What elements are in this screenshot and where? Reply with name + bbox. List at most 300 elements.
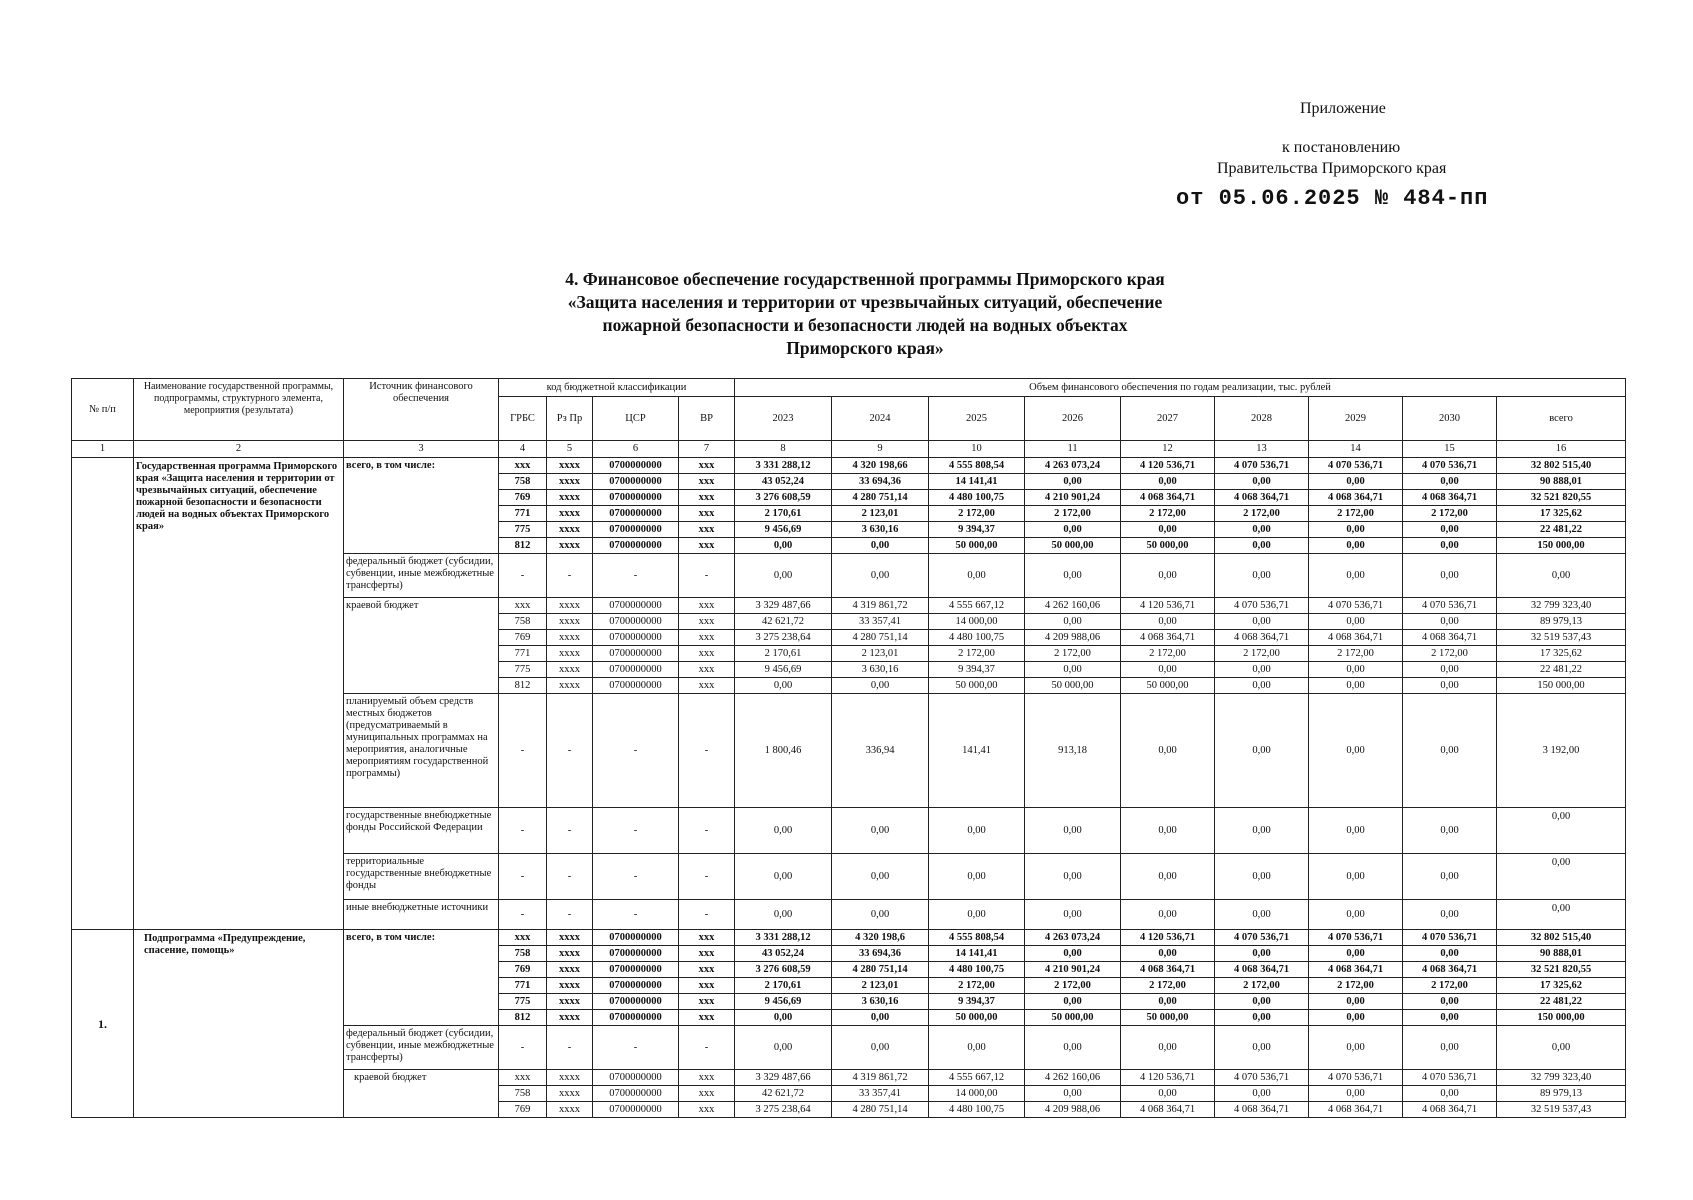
budget-code-cell: xxx xyxy=(679,490,735,506)
budget-code-cell: 758 xyxy=(499,614,547,630)
amount-cell: 4 209 988,06 xyxy=(1025,630,1121,646)
amount-cell: 14 000,00 xyxy=(929,1086,1025,1102)
amount-cell: 4 070 536,71 xyxy=(1215,458,1309,474)
header-year: 2026 xyxy=(1025,397,1121,441)
table-body xyxy=(72,458,1626,1118)
amount-cell: 0,00 xyxy=(1025,614,1121,630)
amount-cell: 4 068 364,71 xyxy=(1309,962,1403,978)
budget-code-cell: - xyxy=(547,554,593,598)
budget-code-cell: 769 xyxy=(499,1102,547,1118)
amount-cell: 2 172,00 xyxy=(1215,506,1309,522)
total-cell: 150 000,00 xyxy=(1497,678,1626,694)
budget-code-cell: - xyxy=(593,808,679,854)
amount-cell: 4 068 364,71 xyxy=(1309,1102,1403,1118)
amount-cell: 0,00 xyxy=(832,554,929,598)
total-cell: 22 481,22 xyxy=(1497,662,1626,678)
amount-cell: 14 000,00 xyxy=(929,614,1025,630)
amount-cell: 2 172,00 xyxy=(1025,506,1121,522)
amount-cell: 0,00 xyxy=(1309,808,1403,854)
amount-cell: 2 172,00 xyxy=(1403,978,1497,994)
header-grbs: ГРБС xyxy=(499,397,547,441)
amount-cell: 0,00 xyxy=(1025,522,1121,538)
amount-cell: 0,00 xyxy=(1025,900,1121,930)
amount-cell: 50 000,00 xyxy=(1121,1010,1215,1026)
amount-cell: 4 319 861,72 xyxy=(832,1070,929,1086)
budget-code-cell: 771 xyxy=(499,506,547,522)
amount-cell: 3 329 487,66 xyxy=(735,1070,832,1086)
amount-cell: 0,00 xyxy=(1121,554,1215,598)
amount-cell: 2 172,00 xyxy=(1121,506,1215,522)
amount-cell: 4 070 536,71 xyxy=(1403,598,1497,614)
amount-cell: 2 172,00 xyxy=(929,506,1025,522)
budget-code-cell: 758 xyxy=(499,474,547,490)
budget-code-cell: - xyxy=(679,694,735,808)
budget-code-cell: - xyxy=(679,1026,735,1070)
budget-code-cell: - xyxy=(593,900,679,930)
budget-code-cell: xxx xyxy=(679,1102,735,1118)
amount-cell: 0,00 xyxy=(1215,994,1309,1010)
appendix-label: Приложение xyxy=(1300,100,1386,117)
amount-cell: 141,41 xyxy=(929,694,1025,808)
program-name: Государственная программа Приморского края «Защита населения и территории от чрезвычайных ситуаций, обеспечение пожарной безопасности и безопасности людей на водных объектах Приморского края» xyxy=(134,458,344,930)
column-number: 12 xyxy=(1121,441,1215,458)
funding-source: федеральный бюджет (субсидии, субвенции, иные межбюджетные трансферты) xyxy=(344,554,499,598)
amount-cell: 0,00 xyxy=(832,854,929,900)
budget-code-cell: - xyxy=(547,1026,593,1070)
amount-cell: 0,00 xyxy=(1025,808,1121,854)
amount-cell: 4 209 988,06 xyxy=(1025,1102,1121,1118)
column-number: 7 xyxy=(679,441,735,458)
header-num: № п/п xyxy=(72,379,134,441)
amount-cell: 9 456,69 xyxy=(735,522,832,538)
amount-cell: 43 052,24 xyxy=(735,474,832,490)
column-number: 2 xyxy=(134,441,344,458)
budget-code-cell: xxx xyxy=(499,598,547,614)
column-number: 6 xyxy=(593,441,679,458)
amount-cell: 0,00 xyxy=(1121,1086,1215,1102)
amount-cell: 0,00 xyxy=(1215,854,1309,900)
column-number: 3 xyxy=(344,441,499,458)
amount-cell: 0,00 xyxy=(1403,554,1497,598)
amount-cell: 4 555 667,12 xyxy=(929,598,1025,614)
amount-cell: 0,00 xyxy=(1215,1010,1309,1026)
amount-cell: 3 275 238,64 xyxy=(735,1102,832,1118)
amount-cell: 50 000,00 xyxy=(1121,538,1215,554)
budget-code-cell: - xyxy=(499,554,547,598)
budget-code-cell: 0700000000 xyxy=(593,506,679,522)
budget-code-cell: - xyxy=(593,694,679,808)
budget-code-cell: xxxx xyxy=(547,962,593,978)
amount-cell: 4 070 536,71 xyxy=(1215,930,1309,946)
amount-cell: 0,00 xyxy=(1121,522,1215,538)
total-cell: 150 000,00 xyxy=(1497,1010,1626,1026)
amount-cell: 0,00 xyxy=(1309,614,1403,630)
amount-cell: 2 123,01 xyxy=(832,506,929,522)
amount-cell: 4 263 073,24 xyxy=(1025,930,1121,946)
amount-cell: 2 172,00 xyxy=(1025,978,1121,994)
budget-code-cell: xxxx xyxy=(547,506,593,522)
budget-code-cell: - xyxy=(679,554,735,598)
row-number: 1. xyxy=(72,930,134,1118)
budget-code-cell: 0700000000 xyxy=(593,646,679,662)
amount-cell: 0,00 xyxy=(1025,662,1121,678)
budget-code-cell: 0700000000 xyxy=(593,490,679,506)
total-cell: 32 519 537,43 xyxy=(1497,1102,1626,1118)
column-number: 10 xyxy=(929,441,1025,458)
amount-cell: 2 172,00 xyxy=(1025,646,1121,662)
amount-cell: 2 172,00 xyxy=(1309,978,1403,994)
amount-cell: 4 120 536,71 xyxy=(1121,458,1215,474)
amount-cell: 4 068 364,71 xyxy=(1215,630,1309,646)
budget-code-cell: xxx xyxy=(499,458,547,474)
budget-code-cell: 0700000000 xyxy=(593,474,679,490)
government-label: Правительства Приморского края xyxy=(1217,160,1447,177)
amount-cell: 0,00 xyxy=(1403,614,1497,630)
total-cell: 90 888,01 xyxy=(1497,946,1626,962)
header-name: Наименование государственной программы, подпрограммы, структурного элемента, мероприятия (результата) xyxy=(134,379,344,441)
amount-cell: 4 555 808,54 xyxy=(929,930,1025,946)
amount-cell: 4 262 160,06 xyxy=(1025,1070,1121,1086)
budget-code-cell: 771 xyxy=(499,646,547,662)
amount-cell: 4 280 751,14 xyxy=(832,630,929,646)
amount-cell: 913,18 xyxy=(1025,694,1121,808)
table-row xyxy=(72,458,1626,474)
amount-cell: 0,00 xyxy=(929,554,1025,598)
amount-cell: 4 480 100,75 xyxy=(929,630,1025,646)
amount-cell: 4 068 364,71 xyxy=(1215,962,1309,978)
budget-code-cell: - xyxy=(679,854,735,900)
budget-code-cell: 775 xyxy=(499,522,547,538)
budget-code-cell: xxx xyxy=(679,1070,735,1086)
funding-source: иные внебюджетные источники xyxy=(344,900,499,930)
budget-code-cell: 771 xyxy=(499,978,547,994)
budget-code-cell: xxx xyxy=(679,598,735,614)
budget-code-cell: 812 xyxy=(499,678,547,694)
amount-cell: 4 068 364,71 xyxy=(1215,1102,1309,1118)
budget-code-cell: 769 xyxy=(499,630,547,646)
total-cell: 32 521 820,55 xyxy=(1497,962,1626,978)
amount-cell: 0,00 xyxy=(735,808,832,854)
amount-cell: 3 276 608,59 xyxy=(735,962,832,978)
budget-code-cell: 0700000000 xyxy=(593,614,679,630)
title-line-1: 4. Финансовое обеспечение государственной программы Приморского края xyxy=(565,269,1165,289)
amount-cell: 3 630,16 xyxy=(832,994,929,1010)
document-title xyxy=(440,268,1290,360)
header-year: 2029 xyxy=(1309,397,1403,441)
amount-cell: 50 000,00 xyxy=(1025,678,1121,694)
amount-cell: 2 172,00 xyxy=(1309,646,1403,662)
amount-cell: 4 070 536,71 xyxy=(1403,458,1497,474)
budget-code-cell: xxx xyxy=(679,930,735,946)
amount-cell: 0,00 xyxy=(1025,1026,1121,1070)
amount-cell: 0,00 xyxy=(1025,474,1121,490)
total-cell: 0,00 xyxy=(1497,900,1626,930)
funding-source: краевой бюджет xyxy=(344,1070,499,1118)
amount-cell: 42 621,72 xyxy=(735,1086,832,1102)
amount-cell: 50 000,00 xyxy=(1121,678,1215,694)
budget-code-cell: 0700000000 xyxy=(593,1070,679,1086)
amount-cell: 4 068 364,71 xyxy=(1309,490,1403,506)
funding-source: территориальные государственные внебюджетные фонды xyxy=(344,854,499,900)
amount-cell: 4 070 536,71 xyxy=(1215,1070,1309,1086)
amount-cell: 0,00 xyxy=(832,808,929,854)
amount-cell: 0,00 xyxy=(1403,808,1497,854)
budget-code-cell: xxx xyxy=(679,614,735,630)
amount-cell: 4 320 198,66 xyxy=(832,458,929,474)
amount-cell: 0,00 xyxy=(1309,1026,1403,1070)
amount-cell: 0,00 xyxy=(1215,900,1309,930)
amount-cell: 3 630,16 xyxy=(832,662,929,678)
amount-cell: 4 068 364,71 xyxy=(1403,490,1497,506)
budget-code-cell: xxxx xyxy=(547,630,593,646)
amount-cell: 9 456,69 xyxy=(735,994,832,1010)
total-cell: 3 192,00 xyxy=(1497,694,1626,808)
budget-code-cell: 0700000000 xyxy=(593,662,679,678)
budget-code-cell: 0700000000 xyxy=(593,1010,679,1026)
amount-cell: 0,00 xyxy=(929,900,1025,930)
amount-cell: 0,00 xyxy=(1121,994,1215,1010)
amount-cell: 4 120 536,71 xyxy=(1121,598,1215,614)
budget-code-cell: - xyxy=(547,854,593,900)
amount-cell: 0,00 xyxy=(1215,662,1309,678)
amount-cell: 0,00 xyxy=(1309,994,1403,1010)
amount-cell: 4 262 160,06 xyxy=(1025,598,1121,614)
header-source: Источник финансового обеспечения xyxy=(344,379,499,441)
column-number: 14 xyxy=(1309,441,1403,458)
resolution-number: от 05.06.2025 № 484-пп xyxy=(1176,186,1489,211)
amount-cell: 4 480 100,75 xyxy=(929,490,1025,506)
title-line-4: Приморского края» xyxy=(786,338,944,358)
total-cell: 90 888,01 xyxy=(1497,474,1626,490)
amount-cell: 2 123,01 xyxy=(832,646,929,662)
amount-cell: 4 280 751,14 xyxy=(832,490,929,506)
amount-cell: 3 329 487,66 xyxy=(735,598,832,614)
amount-cell: 0,00 xyxy=(735,554,832,598)
total-cell: 0,00 xyxy=(1497,808,1626,854)
header-year: 2023 xyxy=(735,397,832,441)
amount-cell: 0,00 xyxy=(1309,538,1403,554)
budget-code-cell: xxx xyxy=(679,630,735,646)
budget-code-cell: xxxx xyxy=(547,598,593,614)
amount-cell: 0,00 xyxy=(1121,1026,1215,1070)
amount-cell: 4 068 364,71 xyxy=(1309,630,1403,646)
amount-cell: 4 210 901,24 xyxy=(1025,962,1121,978)
amount-cell: 14 141,41 xyxy=(929,946,1025,962)
amount-cell: 4 319 861,72 xyxy=(832,598,929,614)
amount-cell: 4 070 536,71 xyxy=(1309,458,1403,474)
budget-code-cell: xxxx xyxy=(547,678,593,694)
header-total: всего xyxy=(1497,397,1626,441)
amount-cell: 0,00 xyxy=(1215,946,1309,962)
header-vr: ВР xyxy=(679,397,735,441)
amount-cell: 1 800,46 xyxy=(735,694,832,808)
amount-cell: 0,00 xyxy=(735,1010,832,1026)
amount-cell: 0,00 xyxy=(1403,662,1497,678)
header-year: 2030 xyxy=(1403,397,1497,441)
amount-cell: 3 630,16 xyxy=(832,522,929,538)
budget-code-cell: 758 xyxy=(499,1086,547,1102)
amount-cell: 336,94 xyxy=(832,694,929,808)
funding-source: федеральный бюджет (субсидии, субвенции, иные межбюджетные трансферты) xyxy=(344,1026,499,1070)
amount-cell: 0,00 xyxy=(929,1026,1025,1070)
budget-code-cell: 758 xyxy=(499,946,547,962)
amount-cell: 4 320 198,6 xyxy=(832,930,929,946)
amount-cell: 2 172,00 xyxy=(1121,646,1215,662)
amount-cell: 4 120 536,71 xyxy=(1121,1070,1215,1086)
amount-cell: 4 555 808,54 xyxy=(929,458,1025,474)
total-cell: 32 799 323,40 xyxy=(1497,1070,1626,1086)
amount-cell: 2 172,00 xyxy=(1215,978,1309,994)
amount-cell: 0,00 xyxy=(1403,1086,1497,1102)
amount-cell: 0,00 xyxy=(1403,854,1497,900)
budget-code-cell: xxx xyxy=(679,662,735,678)
budget-code-cell: 0700000000 xyxy=(593,678,679,694)
budget-code-cell: - xyxy=(593,554,679,598)
amount-cell: 0,00 xyxy=(1403,946,1497,962)
amount-cell: 3 275 238,64 xyxy=(735,630,832,646)
amount-cell: 0,00 xyxy=(832,1026,929,1070)
amount-cell: 0,00 xyxy=(1403,678,1497,694)
amount-cell: 4 068 364,71 xyxy=(1403,962,1497,978)
amount-cell: 33 694,36 xyxy=(832,946,929,962)
title-line-3: пожарной безопасности и безопасности людей на водных объектах xyxy=(602,315,1128,335)
amount-cell: 2 172,00 xyxy=(1403,506,1497,522)
amount-cell: 0,00 xyxy=(1215,694,1309,808)
budget-code-cell: - xyxy=(679,808,735,854)
budget-code-cell: 775 xyxy=(499,662,547,678)
budget-code-cell: 0700000000 xyxy=(593,930,679,946)
amount-cell: 4 263 073,24 xyxy=(1025,458,1121,474)
total-cell: 17 325,62 xyxy=(1497,506,1626,522)
amount-cell: 4 068 364,71 xyxy=(1121,490,1215,506)
amount-cell: 4 555 667,12 xyxy=(929,1070,1025,1086)
total-cell: 22 481,22 xyxy=(1497,522,1626,538)
budget-code-cell: 0700000000 xyxy=(593,598,679,614)
amount-cell: 4 068 364,71 xyxy=(1121,630,1215,646)
amount-cell: 0,00 xyxy=(1309,946,1403,962)
budget-code-cell: xxxx xyxy=(547,490,593,506)
amount-cell: 0,00 xyxy=(832,538,929,554)
amount-cell: 33 357,41 xyxy=(832,614,929,630)
budget-code-cell: xxx xyxy=(679,994,735,1010)
total-cell: 89 979,13 xyxy=(1497,1086,1626,1102)
amount-cell: 33 357,41 xyxy=(832,1086,929,1102)
budget-code-cell: 0700000000 xyxy=(593,538,679,554)
header-volume: Объем финансового обеспечения по годам реализации, тыс. рублей xyxy=(735,379,1626,397)
budget-code-cell: xxx xyxy=(679,962,735,978)
amount-cell: 0,00 xyxy=(1403,994,1497,1010)
budget-code-cell: 0700000000 xyxy=(593,1086,679,1102)
budget-code-cell: xxxx xyxy=(547,646,593,662)
budget-code-cell: 769 xyxy=(499,490,547,506)
amount-cell: 4 480 100,75 xyxy=(929,1102,1025,1118)
amount-cell: 0,00 xyxy=(1403,474,1497,490)
amount-cell: 0,00 xyxy=(1121,474,1215,490)
amount-cell: 0,00 xyxy=(832,1010,929,1026)
title-line-2: «Защита населения и территории от чрезвычайных ситуаций, обеспечение xyxy=(567,292,1163,312)
amount-cell: 9 394,37 xyxy=(929,662,1025,678)
budget-code-cell: 812 xyxy=(499,538,547,554)
budget-code-cell: - xyxy=(547,694,593,808)
column-number: 13 xyxy=(1215,441,1309,458)
amount-cell: 4 068 364,71 xyxy=(1403,630,1497,646)
amount-cell: 0,00 xyxy=(1215,808,1309,854)
amount-cell: 0,00 xyxy=(832,900,929,930)
amount-cell: 0,00 xyxy=(1309,854,1403,900)
row-number xyxy=(72,458,134,930)
amount-cell: 0,00 xyxy=(1309,1086,1403,1102)
amount-cell: 3 331 288,12 xyxy=(735,930,832,946)
amount-cell: 4 120 536,71 xyxy=(1121,930,1215,946)
budget-code-cell: xxxx xyxy=(547,946,593,962)
budget-code-cell: xxxx xyxy=(547,458,593,474)
amount-cell: 4 070 536,71 xyxy=(1403,930,1497,946)
amount-cell: 0,00 xyxy=(1215,1086,1309,1102)
budget-code-cell: - xyxy=(499,854,547,900)
header-year: 2027 xyxy=(1121,397,1215,441)
budget-code-cell: 0700000000 xyxy=(593,522,679,538)
budget-code-cell: 0700000000 xyxy=(593,978,679,994)
amount-cell: 0,00 xyxy=(1403,694,1497,808)
amount-cell: 2 172,00 xyxy=(1121,978,1215,994)
total-cell: 32 802 515,40 xyxy=(1497,458,1626,474)
amount-cell: 3 276 608,59 xyxy=(735,490,832,506)
budget-code-cell: - xyxy=(547,808,593,854)
amount-cell: 0,00 xyxy=(1025,854,1121,900)
amount-cell: 0,00 xyxy=(1403,538,1497,554)
amount-cell: 0,00 xyxy=(1215,1026,1309,1070)
budget-code-cell: xxxx xyxy=(547,1102,593,1118)
amount-cell: 50 000,00 xyxy=(1025,1010,1121,1026)
amount-cell: 2 172,00 xyxy=(1403,646,1497,662)
funding-source: всего, в том числе: xyxy=(344,930,499,1026)
amount-cell: 4 068 364,71 xyxy=(1121,1102,1215,1118)
amount-cell: 0,00 xyxy=(1309,522,1403,538)
budget-code-cell: - xyxy=(593,854,679,900)
budget-code-cell: xxx xyxy=(499,1070,547,1086)
budget-code-cell: 0700000000 xyxy=(593,1102,679,1118)
amount-cell: 0,00 xyxy=(1403,1010,1497,1026)
amount-cell: 0,00 xyxy=(1121,808,1215,854)
amount-cell: 0,00 xyxy=(1309,694,1403,808)
budget-code-cell: - xyxy=(499,808,547,854)
amount-cell: 4 480 100,75 xyxy=(929,962,1025,978)
amount-cell: 4 070 536,71 xyxy=(1215,598,1309,614)
amount-cell: 2 172,00 xyxy=(929,978,1025,994)
budget-code-cell: xxx xyxy=(679,978,735,994)
budget-code-cell: - xyxy=(499,1026,547,1070)
budget-code-cell: - xyxy=(593,1026,679,1070)
total-cell: 22 481,22 xyxy=(1497,994,1626,1010)
amount-cell: 0,00 xyxy=(1309,900,1403,930)
header-year: 2025 xyxy=(929,397,1025,441)
funding-source: краевой бюджет xyxy=(344,598,499,694)
amount-cell: 0,00 xyxy=(1121,614,1215,630)
amount-cell: 0,00 xyxy=(1215,538,1309,554)
amount-cell: 0,00 xyxy=(1215,678,1309,694)
amount-cell: 9 394,37 xyxy=(929,522,1025,538)
table-row xyxy=(72,930,1626,946)
financing-table-wrapper xyxy=(71,378,1625,1118)
budget-code-cell: 0700000000 xyxy=(593,630,679,646)
budget-code-cell: 769 xyxy=(499,962,547,978)
table-header xyxy=(72,379,1626,458)
funding-source: планируемый объем средств местных бюджетов (предусматриваемый в муниципальных программах на мероприятия, аналогичные мероприятиям государственной программы) xyxy=(344,694,499,808)
budget-code-cell: 0700000000 xyxy=(593,994,679,1010)
budget-code-cell: xxxx xyxy=(547,994,593,1010)
header-year: 2028 xyxy=(1215,397,1309,441)
budget-code-cell: 775 xyxy=(499,994,547,1010)
